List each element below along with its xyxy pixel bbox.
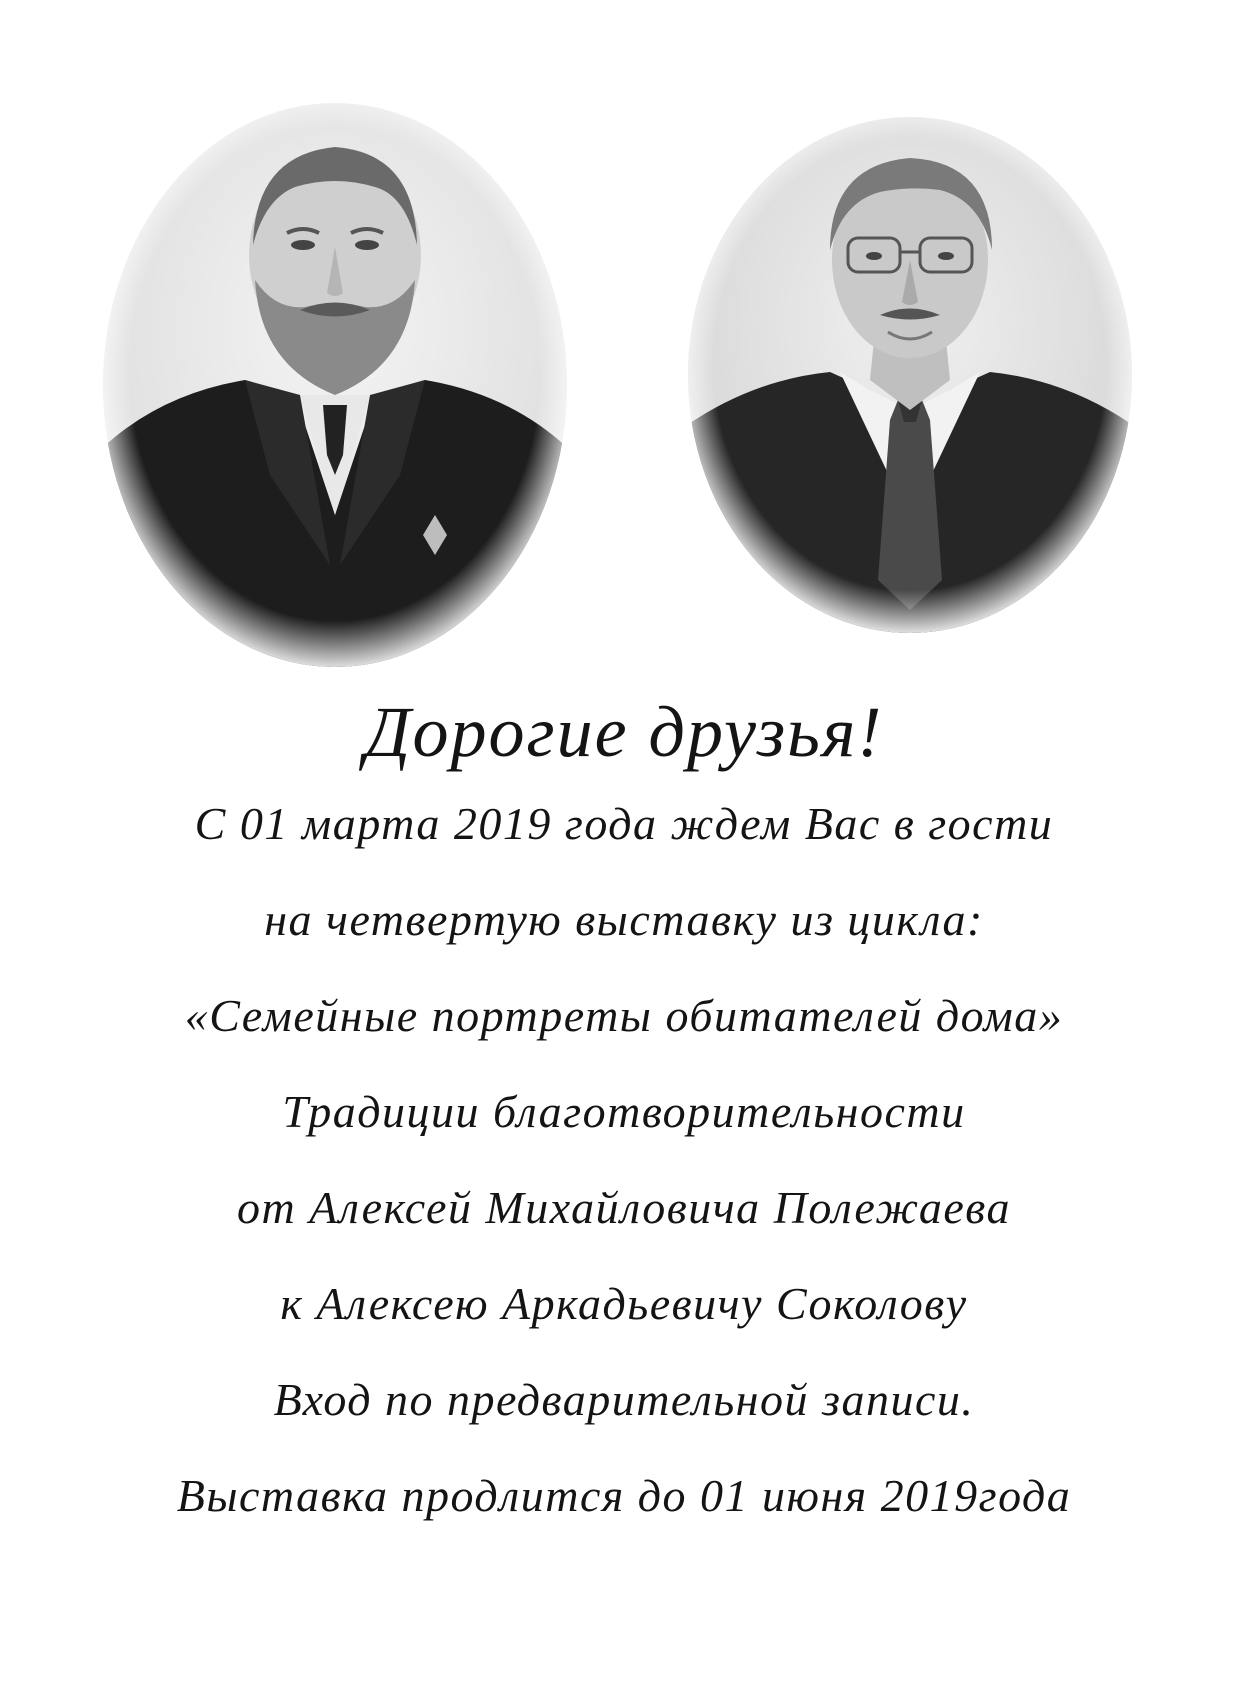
end-date-note: Выставка продлится до 01 июня 2019года: [176, 1470, 1072, 1521]
heading: Дорогие друзья!: [364, 692, 884, 772]
invitation-line: к Алексею Аркадьевичу Соколову: [280, 1278, 968, 1329]
invitation-line: от Алексей Михайловича Полежаева: [237, 1182, 1011, 1233]
portrait-left: [95, 95, 575, 675]
man-with-glasses-portrait-icon: [680, 110, 1140, 640]
invitation-line: Традиции благотворительности: [282, 1086, 966, 1137]
entry-note: Вход по предварительной записи.: [273, 1374, 975, 1425]
portrait-right: [680, 110, 1140, 640]
bearded-man-portrait-icon: [95, 95, 575, 675]
invitation-line: С 01 марта 2019 года ждем Вас в гости: [194, 798, 1054, 849]
invitation-text: [0, 680, 1248, 1544]
exhibition-title: «Семейные портреты обитателей дома»: [184, 990, 1064, 1041]
invitation-line: на четвертую выставку из цикла:: [264, 894, 984, 945]
